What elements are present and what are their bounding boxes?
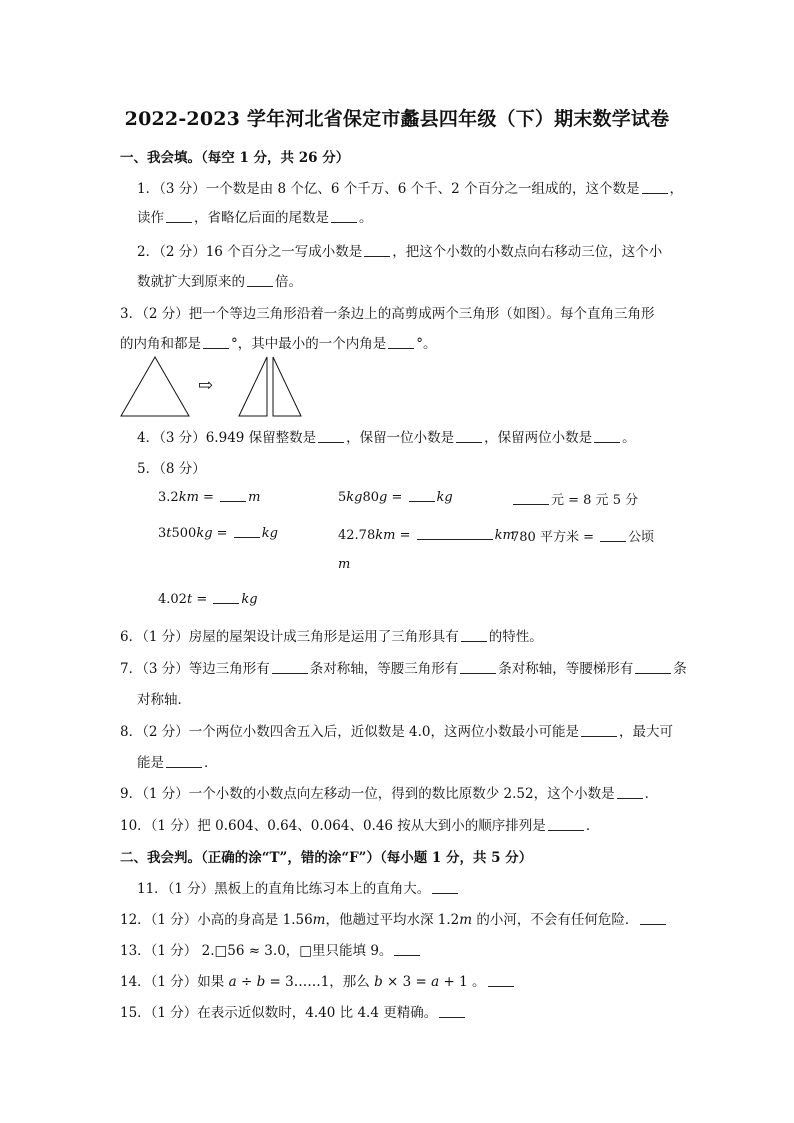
answer-blank[interactable] xyxy=(617,786,643,799)
question-11: 11．（1 分）黑板上的直角比练习本上的直角大。 xyxy=(137,877,460,897)
question-6: 6．（1 分）房屋的屋架设计成三角形是运用了三角形具有 的特性。 xyxy=(120,629,543,645)
answer-blank[interactable] xyxy=(594,430,620,443)
answer-blank[interactable] xyxy=(220,489,246,502)
arrow-icon: ⇨ xyxy=(198,375,214,396)
question-1-line-1: 1．（3 分）一个数是由 8 个亿、6 个千万、6 个千、2 个百分之一组成的，这个数是 ， xyxy=(137,181,684,197)
question-7-line-1: 7．（3 分）等边三角形有 条对称轴，等腰三角形有 条对称轴，等腰梯形有 条 xyxy=(120,661,687,677)
conversion-4: 3t500kg = kg xyxy=(158,526,278,541)
question-8-line-2: 能是 ． xyxy=(137,755,218,771)
answer-blank[interactable] xyxy=(166,755,202,768)
answer-blank[interactable] xyxy=(642,181,668,194)
answer-blank[interactable] xyxy=(513,492,549,505)
answer-blank[interactable] xyxy=(635,661,671,674)
question-7-line-2: 对称轴． xyxy=(137,692,191,708)
conversion-6: 780 平方米 = 公顷 xyxy=(511,530,655,545)
question-5-heading: 5．（8 分） xyxy=(137,461,206,477)
triangle-figure xyxy=(118,354,318,420)
answer-blank[interactable] xyxy=(461,629,487,642)
question-8-line-1: 8．（2 分）一个两位小数四舍五入后，近似数是 4.0，这两位小数最小可能是 ，最大可 xyxy=(120,724,673,740)
answer-blank[interactable] xyxy=(394,943,420,956)
answer-blank[interactable] xyxy=(166,210,192,223)
section-1-heading: 一、我会填。（每空 1 分，共 26 分） xyxy=(120,150,350,166)
answer-blank[interactable] xyxy=(548,818,584,831)
equilateral-triangle xyxy=(121,357,189,416)
question-4: 4．（3 分）6.949 保留整数是 ，保留一位小数是 ，保留两位小数是 。 xyxy=(137,430,636,446)
question-2-line-1: 2．（2 分）16 个百分之一写成小数是 ，把这个小数的小数点向右移动三位，这个小 xyxy=(137,244,663,260)
conversion-5: 42.78km = km xyxy=(338,528,515,543)
section-2-heading: 二、我会判。（正确的涂“T”，错的涂“F”）（每小题 1 分，共 5 分） xyxy=(120,850,533,866)
question-3-line-2: 的内角和都是 °，其中最小的一个内角是 °。 xyxy=(120,336,437,352)
question-9: 9．（1 分）一个小数的小数点向左移动一位，得到的数比原数少 2.52，这个小数是 ． xyxy=(120,786,659,802)
answer-blank[interactable] xyxy=(460,661,496,674)
question-14: 14．（1 分）如果 a ÷ b = 3……1，那么 b × 3 = a + 1 。 xyxy=(120,970,516,990)
answer-blank[interactable] xyxy=(388,336,414,349)
answer-blank[interactable] xyxy=(456,430,482,443)
answer-blank[interactable] xyxy=(318,430,344,443)
answer-blank[interactable] xyxy=(417,527,493,540)
answer-blank[interactable] xyxy=(272,661,308,674)
conversion-3: 元 = 8 元 5 分 xyxy=(511,489,638,508)
answer-blank[interactable] xyxy=(247,274,273,287)
answer-blank[interactable] xyxy=(409,489,435,502)
answer-blank[interactable] xyxy=(488,974,514,987)
answer-blank[interactable] xyxy=(364,244,390,257)
conversion-1: 3.2km = m xyxy=(158,490,261,505)
answer-blank[interactable] xyxy=(234,525,260,538)
conversion-7: 4.02t = kg xyxy=(158,592,258,607)
question-15: 15．（1 分）在表示近似数时，4.40 比 4.4 更精确。 xyxy=(120,1001,467,1021)
answer-blank[interactable] xyxy=(600,529,626,542)
question-12: 12．（1 分）小高的身高是 1.56m，他趟过平均水深 1.2m 的小河，不会有任何危险． xyxy=(120,908,668,928)
question-1-line-2: 读作 ，省略亿后面的尾数是 。 xyxy=(137,210,373,226)
conversion-5-unit: m xyxy=(338,557,351,572)
answer-blank[interactable] xyxy=(439,1005,465,1018)
answer-blank[interactable] xyxy=(331,210,357,223)
answer-blank[interactable] xyxy=(581,724,617,737)
answer-blank[interactable] xyxy=(213,591,239,604)
conversion-2: 5kg80g = kg xyxy=(338,490,453,505)
right-triangle-right xyxy=(273,357,301,416)
answer-blank[interactable] xyxy=(203,336,229,349)
answer-blank[interactable] xyxy=(432,881,458,894)
right-triangle-left xyxy=(239,357,267,416)
question-13: 13．（1 分） 2.□56 ≈ 3.0，□里只能填 9。 xyxy=(120,939,422,959)
page-title: 2022-2023 学年河北省保定市蠡县四年级（下）期末数学试卷 xyxy=(124,108,670,130)
question-3-line-1: 3．（2 分）把一个等边三角形沿着一条边上的高剪成两个三角形（如图）。每个直角三角形 xyxy=(120,306,655,322)
question-10: 10．（1 分）把 0.604、0.64、0.064、0.46 按从大到小的顺序排列是 ． xyxy=(120,818,600,834)
question-2-line-2: 数就扩大到原来的 倍。 xyxy=(137,274,302,290)
answer-blank[interactable] xyxy=(640,912,666,925)
